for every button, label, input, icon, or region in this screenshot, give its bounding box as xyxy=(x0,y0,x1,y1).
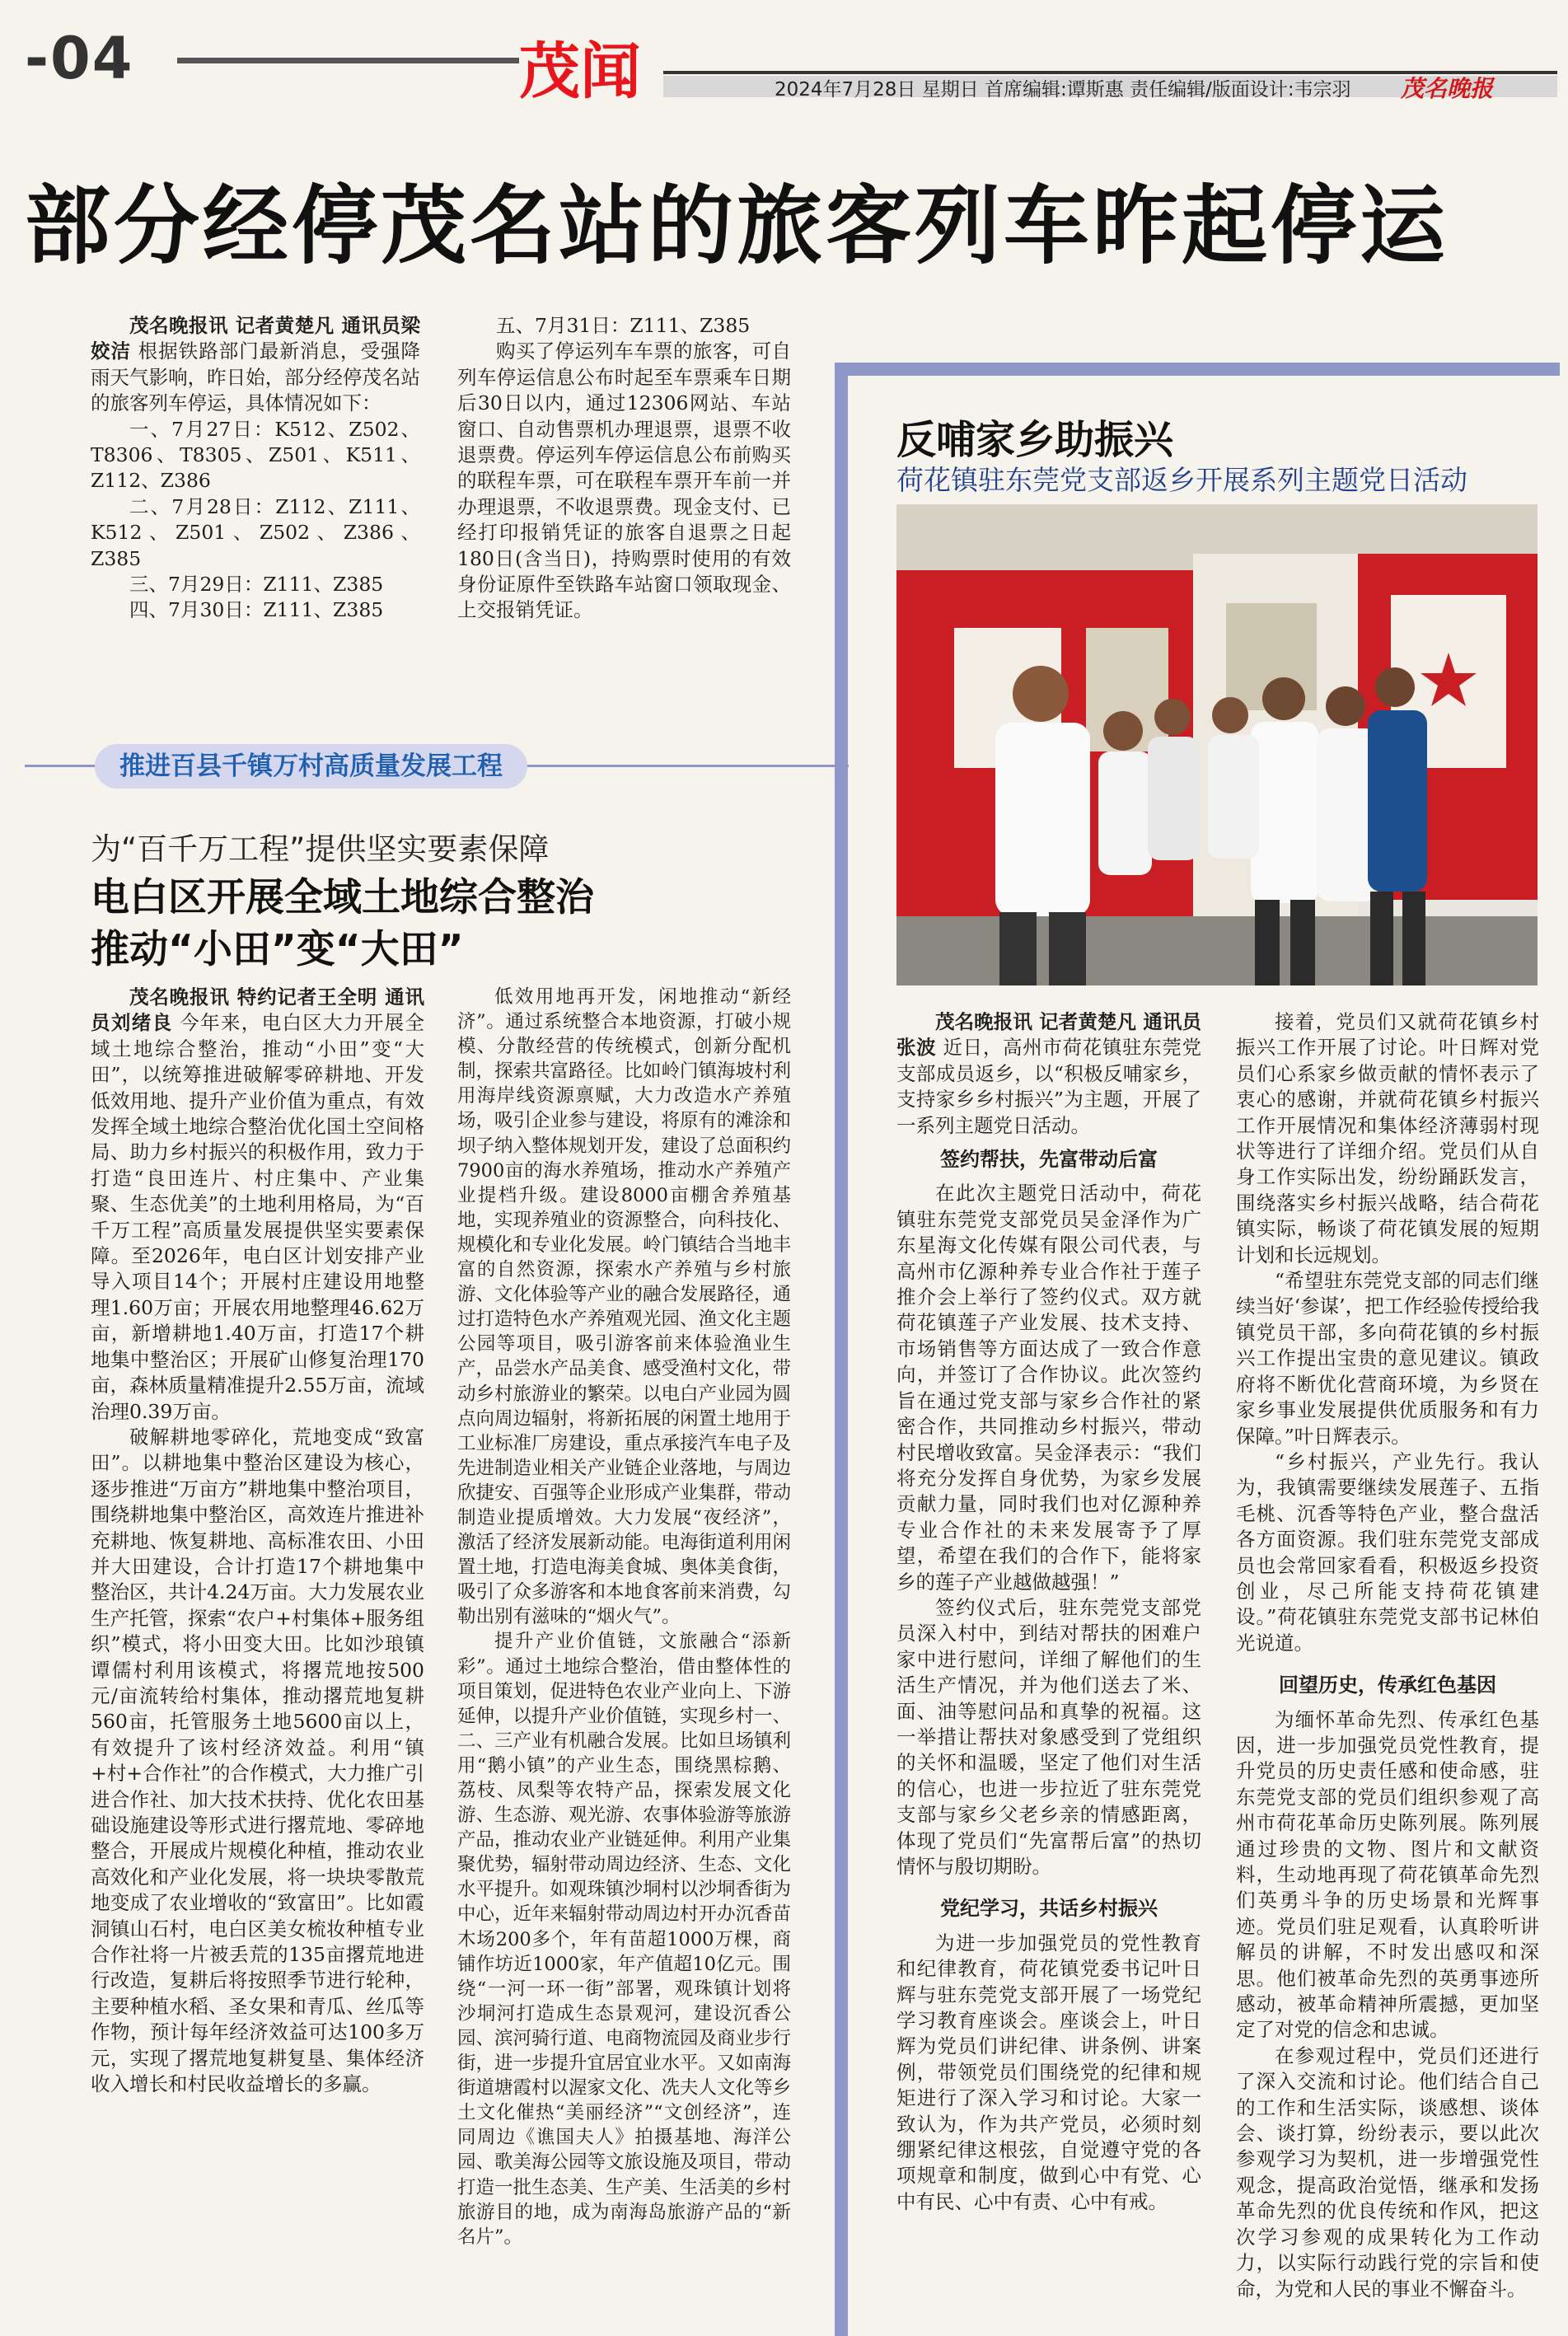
right-subhead-2: 党纪学习，共话乡村振兴 xyxy=(940,1897,1158,1921)
land-article-kicker: 为“百千万工程”提供坚实要素保障 xyxy=(91,831,550,867)
page-number: -04 xyxy=(25,25,134,92)
refund-paragraph: 购买了停运列车车票的旅客，可自列车停运信息公布时起至车票乘车日期后30日以内，通过12306网站、车站窗口、自动售票机办理退票，退票不收退票费。停运列车停运信息公布前购买的联程车票，可在联程车票开车前一并办理退票，不收退票费。现金支付、已经打印报销凭证的旅客自退票之日起180日(含当日)，持购票时使用的有效身份证原件至铁路车站窗口领取现金、上交报销凭证。 xyxy=(457,339,791,622)
sidebar-frame-left xyxy=(835,363,848,2336)
right-article-byline: 茂名晚报讯 记者黄楚凡 通讯员张波 xyxy=(896,1010,1201,1060)
masthead-rule xyxy=(177,58,519,63)
right-paragraph-9: 在参观过程中，党员们还进行了深入交流和讨论。他们结合自己的工作和生活实际，谈感想、谈体会、谈打算，纷纷表示，要以此次参观学习为契机，进一步增强党性观念，提高政治觉悟，继承和发扬革命先烈的优良传统和作风，把这次学习参观的成果转化为工作动力，以实际行动践行党的宗旨和使命，为党和人民的事业不懈奋斗。 xyxy=(1236,2043,1539,2301)
main-article-lead: 根据铁路部门最新消息，受强降雨天气影响，昨日始，部分经停茂名站的旅客列车停运，具体情况如下： xyxy=(91,339,421,415)
section-title: 茂闻 xyxy=(519,36,641,107)
main-article-col1 xyxy=(91,313,420,624)
right-article-col2 xyxy=(1236,1009,1539,2302)
main-article-byline: 茂名晚报讯 记者黄楚凡 通讯员梁姣洁 xyxy=(91,314,420,363)
land-article-byline: 茂名晚报讯 特约记者王全明 通讯员刘绪良 xyxy=(91,985,424,1035)
exhibition-photo xyxy=(896,504,1538,985)
dateline: 2024年7月28日 星期日 首席编辑:谭斯惠 责任编辑/版面设计:韦宗羽 xyxy=(775,79,1351,101)
schedule-item: 二、7月28日：Z112、Z111、K512、Z501、Z502、Z386、Z385 xyxy=(91,494,420,570)
land-article-col2 xyxy=(457,985,791,2249)
land-paragraph-2: 破解耕地零碎化，荒地变成“致富田”。以耕地集中整治区建设为核心，逐步推进“万亩方”耕地集中整治项目，围绕耕地集中整治区，高效连片推进补充耕地、恢复耕地、高标准农田、小田并大田建设，合计打造17个耕地集中整治区，共计4.24万亩。大力发展农业生产托管，探索“农户+村集体+服务组织”模式，将小田变大田。比如沙琅镇谭儒村利用该模式，将撂荒地按500元/亩流转给村集体，推动撂荒地复耕560亩，托管服务土地5600亩以上，有效提升了该村经济效益。利用“镇+村+合作社”的合作模式，大力推广引进合作社、加大技术扶持、优化农田基础设施建设等形式进行撂荒地、零碎地整合，开展成片规模化种植，推动农业高效化和产业化发展，将一块块零散荒地变成了农业增收的“致富田”。比如霞洞镇山石村，电白区美女梳妆种植专业合作社将一片被丢荒的135亩撂荒地进行改造，复耕后将按照季节进行轮种，主要种植水稻、圣女果和青瓜、丝瓜等作物，预计每年经济效益可达100多万元，实现了撂荒地复耕复垦、集体经济收入增长和村民收益增长的多赢。 xyxy=(91,1425,424,2096)
land-article-col1 xyxy=(91,985,424,2097)
land-article-title-1: 电白区开展全域土地综合整治 xyxy=(91,875,594,920)
right-subhead-1: 签约帮扶，先富带动后富 xyxy=(940,1148,1158,1172)
right-paragraph-7: “乡村振兴，产业先行。我认为，我镇需要继续发展莲子、五指毛桃、沉香等特色产业，整合盘活各方面资源。我们驻东莞党支部成员也会常回家看看，积极返乡投资创业，尽己所能支持荷花镇建设。”荷花镇驻东莞党支部书记林伯光说道。 xyxy=(1236,1449,1539,1655)
land-paragraph-3: 低效用地再开发，闲地推动“新经济”。通过系统整合本地资源，打破小规模、分散经营的传统模式，创新分配机制，探索共富路径。比如岭门镇海坡村利用海岸线资源禀赋，大力改造水产养殖场，吸引企业参与建设，将原有的滩涂和坝子纳入整体规划开发，建设了总面积约7900亩的海水养殖场，推动水产养殖产业提档升级。建设8000亩棚舍养殖基地，实现养殖业的资源整合，向科技化、规模化和专业化发展。岭门镇结合当地丰富的自然资源，探索水产养殖与乡村旅游、文化体验等产业的融合发展路径，通过打造特色水产养殖观光园、渔文化主题公园等项目，吸引游客前来体验渔业生产，品尝水产品美食、感受渔村文化，带动乡村旅游业的繁荣。以电白产业园为圆点向周边辐射，将新拓展的闲置土地用于工业标准厂房建设，重点承接汽车电子及先进制造业相关产业链企业落地，与周边欣捷安、百强等企业形成产业集群，带动制造业提质增效。大力发展“夜经济”，激活了经济发展新动能。电海街道利用闲置土地，打造电海美食城、奥体美食街，吸引了众多游客和本地食客前来消费，勾勒出别有滋味的“烟火气”。 xyxy=(457,986,792,1628)
right-paragraph-2: 在此次主题党日活动中，荷花镇驻东莞党支部党员吴金泽作为广东星海文化传媒有限公司代表，与高州市亿源种养专业合作社于莲子推介会上举行了签约仪式。双方就荷花镇莲子产业发展、技术支持、市场销售等方面达成了一致合作意向，并签订了合作协议。此次签约旨在通过党支部与家乡合作社的紧密合作，共同推动乡村振兴，带动村民增收致富。吴金泽表示：“我们将充分发挥自身优势，为家乡发展贡献力量，同时我们也对亿源种养专业合作社的未来发展寄予了厚望，希望在我们的合作下，能将家乡的莲子产业越做越强！” xyxy=(896,1182,1201,1594)
land-article-title-2: 推动“小田”变“大田” xyxy=(91,927,464,972)
exhibition-photo-image xyxy=(896,504,1538,985)
right-paragraph-8: 为缅怀革命先烈、传承红色基因，进一步加强党员党性教育，提升党员的历史责任感和使命感，驻东莞党支部的党员们组织参观了高州市荷花革命历史陈列展。陈列展通过珍贵的文物、图片和文献资料，生动地再现了荷花镇革命先烈们英勇斗争的历史场景和光辉事迹。党员们驻足观看，认真聆听讲解员的讲解，不时发出感叹和深思。他们被革命先烈的英勇事迹所感动，被革命精神所震撼，更加坚定了对党的信念和忠诚。 xyxy=(1236,1707,1539,2042)
main-headline: 部分经停茂名站的旅客列车昨起停运 xyxy=(25,176,1449,276)
schedule-item: 三、7月29日：Z111、Z385 xyxy=(129,573,384,597)
schedule-item: 一、7月27日：K512、Z502、T8306、T8305、Z501、K511、Z112、Z386 xyxy=(91,417,420,493)
right-article-title: 反哺家乡助振兴 xyxy=(896,417,1174,463)
right-article-col1 xyxy=(896,1009,1201,2215)
schedule-item: 五、7月31日：Z111、Z385 xyxy=(496,314,751,337)
land-paragraph-1: 今年来，电白区大力开展全域土地综合整治，推动“小田”变“大田”，以统筹推进破解零碎耕地、开发低效用地、提升产业价值为重点，有效发挥全域土地综合整治优化国土空间格局、助力乡村振兴的积极作用，致力于打造“良田连片、村庄集中、产业集聚、生态优美”的土地利用格局，为“百千万工程”高质量发展提供坚实要素保障。至2026年，电白区计划安排产业导入项目14个；开展村庄建设用地整理1.60万亩；开展农用地整理46.62万亩，新增耕地1.40万亩，打造17个耕地集中整治区；开展矿山修复治理170亩，森林质量精准提升2.55万亩，流域治理0.39万亩。 xyxy=(91,1011,425,1423)
right-article-subtitle: 荷花镇驻东莞党支部返乡开展系列主题党日活动 xyxy=(896,464,1467,496)
right-paragraph-5: 接着，党员们又就荷花镇乡村振兴工作开展了讨论。叶日辉对党员们心系家乡做贡献的情怀表示了衷心的感谢，并就荷花镇乡村振兴工作开展情况和集体经济薄弱村现状等进行了详细介绍。党员们从自身工作实际出发，纷纷踊跃发言，围绕落实乡村振兴战略，结合荷花镇实际，畅谈了荷花镇发展的短期计划和长远规划。 xyxy=(1236,1010,1539,1266)
right-paragraph-6: “希望驻东莞党支部的同志们继续当好‘参谋’，把工作经验传授给我镇党员干部，多向荷花镇的乡村振兴工作提出宝贵的意见建议。镇政府将不断优化营商环境，为乡贤在家乡事业发展提供优质服务和有力保障。”叶日辉表示。 xyxy=(1236,1269,1539,1448)
right-paragraph-4: 为进一步加强党员的党性教育和纪律教育，荷花镇党委书记叶日辉与驻东莞党支部开展了一场党纪学习教育座谈会。座谈会上，叶日辉为党员们讲纪律、讲条例、讲案例，带领党员们围绕党的纪律和规矩进行了深入学习和讨论。大家一致认为，作为共产党员，必须时刻绷紧纪律这根弦，自觉遵守党的各项规章和制度，做到心中有党、心中有民、心中有责、心中有戒。 xyxy=(896,1931,1201,2213)
land-paragraph-4: 提升产业价值链，文旅融合“添新彩”。通过土地综合整治，借由整体性的项目策划，促进特色农业产业向上、下游延伸，以提升产业价值链，实现乡村一、二、三产业有机融合发展。比如旦场镇利用“鹅小镇”的产业生态，围绕黑棕鹅、荔枝、凤梨等农特产品，探索发展文化游、生态游、观光游、农事体验游等旅游产品，推动农业产业链延伸。利用产业集聚优势，辐射带动周边经济、生态、文化水平提升。如观珠镇沙垌村以沙垌香街为中心，近年来辐射带动周边村开办沉香苗木场200多个，年有苗超1000万棵，商铺作坊近1000家，年产值超10亿元。围绕“一河一环一街”部署，观珠镇计划将沙垌河打造成生态景观河，建设沉香公园、滨河骑行道、电商物流园及商业步行街，进一步提升宜居宜业水平。又如南海街道塘霞村以渥家文化、冼夫人文化等乡土文化催热“美丽经济”“文创经济”，连同周边《谯国夫人》拍摄基地、海洋公园、歌美海公园等文旅设施及项目，带动打造一批生态美、生产美、生活美的乡村旅游目的地，成为南海岛旅游产品的“新名片”。 xyxy=(457,1631,792,2248)
brand-logo: 茂名晚报 xyxy=(1401,75,1494,102)
right-paragraph-3: 签约仪式后，驻东莞党支部党员深入村中，到结对帮扶的困难户家中进行慰问，详细了解他们的生活生产情况，并为他们送去了米、面、油等慰问品和真挚的祝福。这一举措让帮扶对象感受到了党组织的关怀和温暖，坚定了他们对生活的信心，也进一步拉近了驻东莞党支部与家乡父老乡亲的情感距离，体现了党员们“先富帮后富”的热切情怀与殷切期盼。 xyxy=(896,1595,1201,1878)
schedule-item: 四、7月30日：Z111、Z385 xyxy=(129,598,384,622)
right-subhead-3: 回望历史，传承红色基因 xyxy=(1279,1674,1496,1697)
main-article-col2 xyxy=(457,313,791,624)
right-paragraph-1: 近日，高州市荷花镇驻东莞党支部成员返乡，以“积极反哺家乡，支持家乡乡村振兴”为主题，开展了一系列主题党日活动。 xyxy=(896,1036,1201,1137)
project-banner-label: 推进百县千镇万村高质量发展工程 xyxy=(119,751,503,781)
sidebar-frame-top xyxy=(835,363,1560,376)
